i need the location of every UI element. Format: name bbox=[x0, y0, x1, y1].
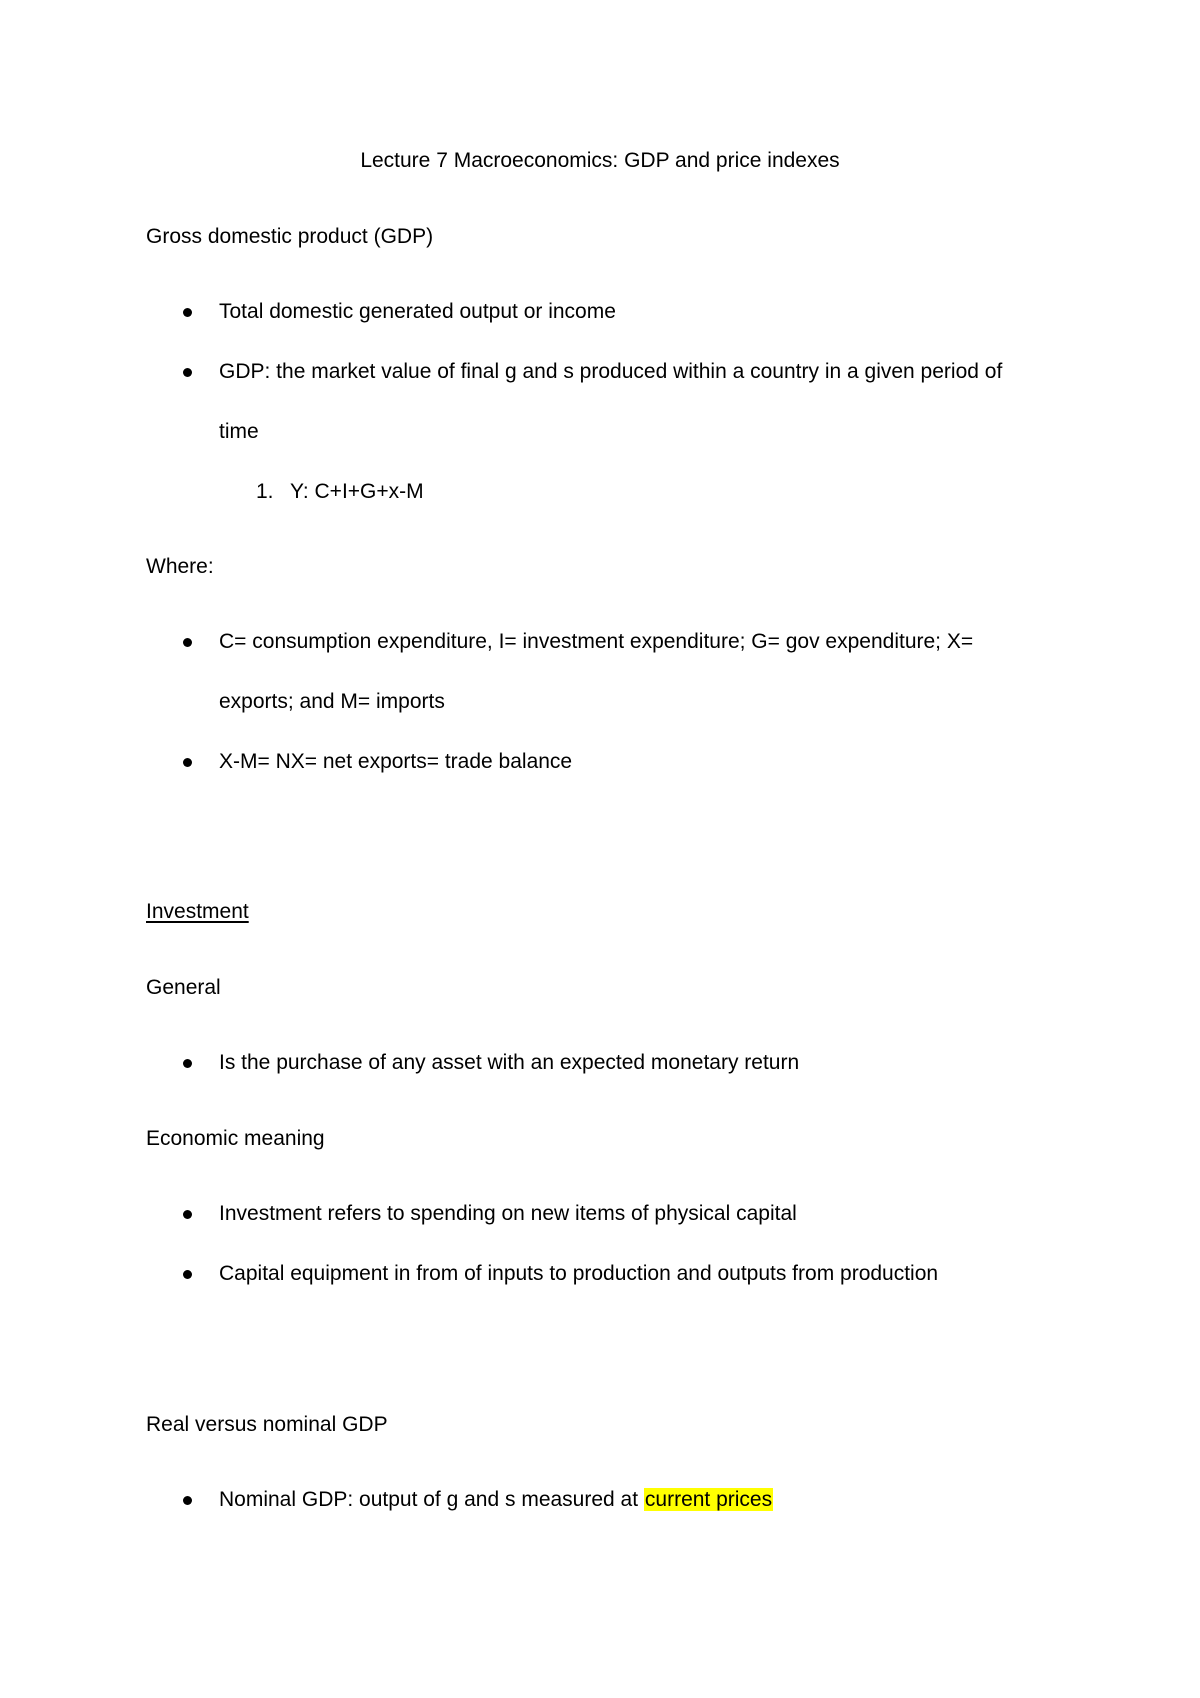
list-item-text: Investment refers to spending on new items of physical capital bbox=[219, 1202, 797, 1225]
list-item-text: X-M= NX= net exports= trade balance bbox=[219, 750, 573, 773]
bullet-icon bbox=[183, 308, 192, 317]
investment-heading: Investment bbox=[146, 900, 249, 923]
list-item-text: Total domestic generated output or income bbox=[219, 300, 616, 323]
list-item-continuation: time bbox=[219, 420, 259, 443]
numbered-list-marker: 1. bbox=[256, 480, 274, 503]
numbered-list-text: Y: C+I+G+x-M bbox=[290, 480, 424, 503]
bullet-icon bbox=[183, 1270, 192, 1279]
bullet-icon bbox=[183, 1496, 192, 1505]
where-heading: Where: bbox=[146, 555, 214, 578]
bullet-icon bbox=[183, 758, 192, 767]
list-item-text bbox=[219, 1486, 773, 1514]
list-item-text: Capital equipment in from of inputs to production and outputs from production bbox=[219, 1262, 939, 1285]
gdp-heading: Gross domestic product (GDP) bbox=[146, 225, 434, 248]
highlighted-text: current prices bbox=[644, 1488, 773, 1511]
list-item-text: C= consumption expenditure, I= investment expenditure; G= gov expenditure; X= bbox=[219, 630, 974, 653]
list-item-text: Is the purchase of any asset with an expected monetary return bbox=[219, 1051, 800, 1074]
bullet-icon bbox=[183, 368, 192, 377]
document-title: Lecture 7 Macroeconomics: GDP and price indexes bbox=[360, 149, 840, 172]
general-heading: General bbox=[146, 976, 221, 999]
bullet-icon bbox=[183, 1059, 192, 1068]
list-item-continuation: exports; and M= imports bbox=[219, 690, 445, 713]
bullet-icon bbox=[183, 1210, 192, 1219]
economic-meaning-heading: Economic meaning bbox=[146, 1127, 325, 1150]
real-vs-nominal-heading: Real versus nominal GDP bbox=[146, 1413, 388, 1436]
list-item-text: GDP: the market value of final g and s produced within a country in a given period of bbox=[219, 360, 1003, 383]
nominal-gdp-text: Nominal GDP: output of g and s measured at bbox=[219, 1488, 644, 1511]
bullet-icon bbox=[183, 638, 192, 647]
